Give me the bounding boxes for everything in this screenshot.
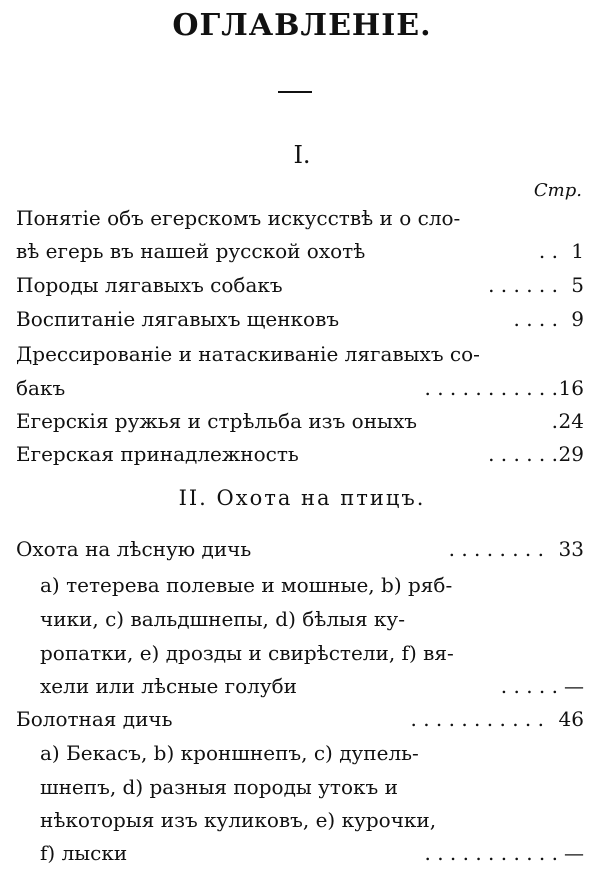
- toc-page-number: 1: [571, 239, 584, 263]
- toc-text: вѣ егерь въ нашей русской охотѣ: [16, 239, 366, 263]
- toc-leader: . . . . . . . . . . .: [424, 841, 558, 865]
- toc-text: Воспитаніе лягавыхъ щенковъ: [16, 307, 340, 331]
- toc-page-number: 9: [571, 307, 584, 331]
- toc-leader: . .: [538, 239, 558, 263]
- toc-line: [40, 604, 584, 634]
- toc-line: [40, 838, 584, 868]
- toc-line: [16, 439, 584, 469]
- toc-page-number: 29: [558, 442, 584, 466]
- toc-text: а) тетерева полевые и мошные, b) ряб-: [40, 573, 453, 597]
- toc-leader: . . . . . . . . . . .: [410, 707, 544, 731]
- toc-text: Понятіе объ егерскомъ искусствѣ и о сло-: [16, 206, 461, 230]
- toc-text: Охота на лѣсную дичь: [16, 537, 252, 561]
- toc-text: бакъ: [16, 376, 66, 400]
- toc-line: [40, 638, 584, 668]
- toc-leader: . . . . . . . .: [448, 537, 544, 561]
- page-title: ОГЛАВЛЕНІЕ.: [172, 8, 432, 43]
- toc-text: нѣкоторыя изъ куликовъ, е) курочки,: [40, 808, 437, 832]
- toc-text: шнепъ, d) разныя породы утокъ и: [40, 775, 398, 799]
- toc-text: Породы лягавыхъ собакъ: [16, 273, 283, 297]
- toc-line: [16, 406, 584, 436]
- toc-line: [16, 270, 584, 300]
- toc-page-number: 5: [571, 273, 584, 297]
- toc-leader: . . . . . .: [488, 273, 558, 297]
- toc-page-number: —: [564, 841, 584, 865]
- toc-line: [16, 236, 584, 266]
- toc-text: Егерская принадлежность: [16, 442, 299, 466]
- toc-page-number: —: [564, 674, 584, 698]
- toc-line: [16, 304, 584, 334]
- toc-line: [16, 373, 584, 403]
- toc-text: Дрессированіе и натаскиваніе лягавыхъ со-: [16, 342, 480, 366]
- toc-leader: . . . . . . . . . . .: [424, 376, 558, 400]
- section-heading-2: II. Охота на птицъ.: [178, 486, 426, 510]
- toc-line: [40, 805, 584, 835]
- toc-text: f) лыски: [40, 841, 128, 865]
- toc-line: [40, 570, 584, 600]
- toc-text: хели или лѣсные голуби: [40, 674, 298, 698]
- toc-text: ропатки, е) дрозды и свирѣстели, f) вя-: [40, 641, 454, 665]
- toc-line: [40, 671, 584, 701]
- toc-page-number: 46: [558, 707, 584, 731]
- toc-line: [16, 704, 584, 734]
- toc-leader: . . . . . .: [488, 442, 558, 466]
- title-divider: [278, 91, 312, 93]
- toc-line: [16, 534, 584, 564]
- toc-page-number: 16: [558, 376, 584, 400]
- toc-text: Егерскія ружья и стрѣльба изъ оныхъ: [16, 409, 417, 433]
- toc-page-number: 24: [558, 409, 584, 433]
- toc-leader: . . . .: [513, 307, 558, 331]
- page-column-label: Стр.: [533, 180, 582, 201]
- toc-page-number: 33: [558, 537, 584, 561]
- toc-leader: . . . . .: [500, 674, 558, 698]
- toc-text: а) Бекасъ, b) кроншнепъ, с) дупель-: [40, 741, 419, 765]
- toc-text: чики, с) вальдшнепы, d) бѣлыя ку-: [40, 607, 405, 631]
- section-heading-1: I.: [293, 141, 311, 169]
- toc-line: [16, 203, 584, 233]
- toc-line: [16, 339, 584, 369]
- toc-line: [40, 772, 584, 802]
- toc-text: Болотная дичь: [16, 707, 173, 731]
- toc-leader: .: [551, 409, 558, 433]
- toc-line: [40, 738, 584, 768]
